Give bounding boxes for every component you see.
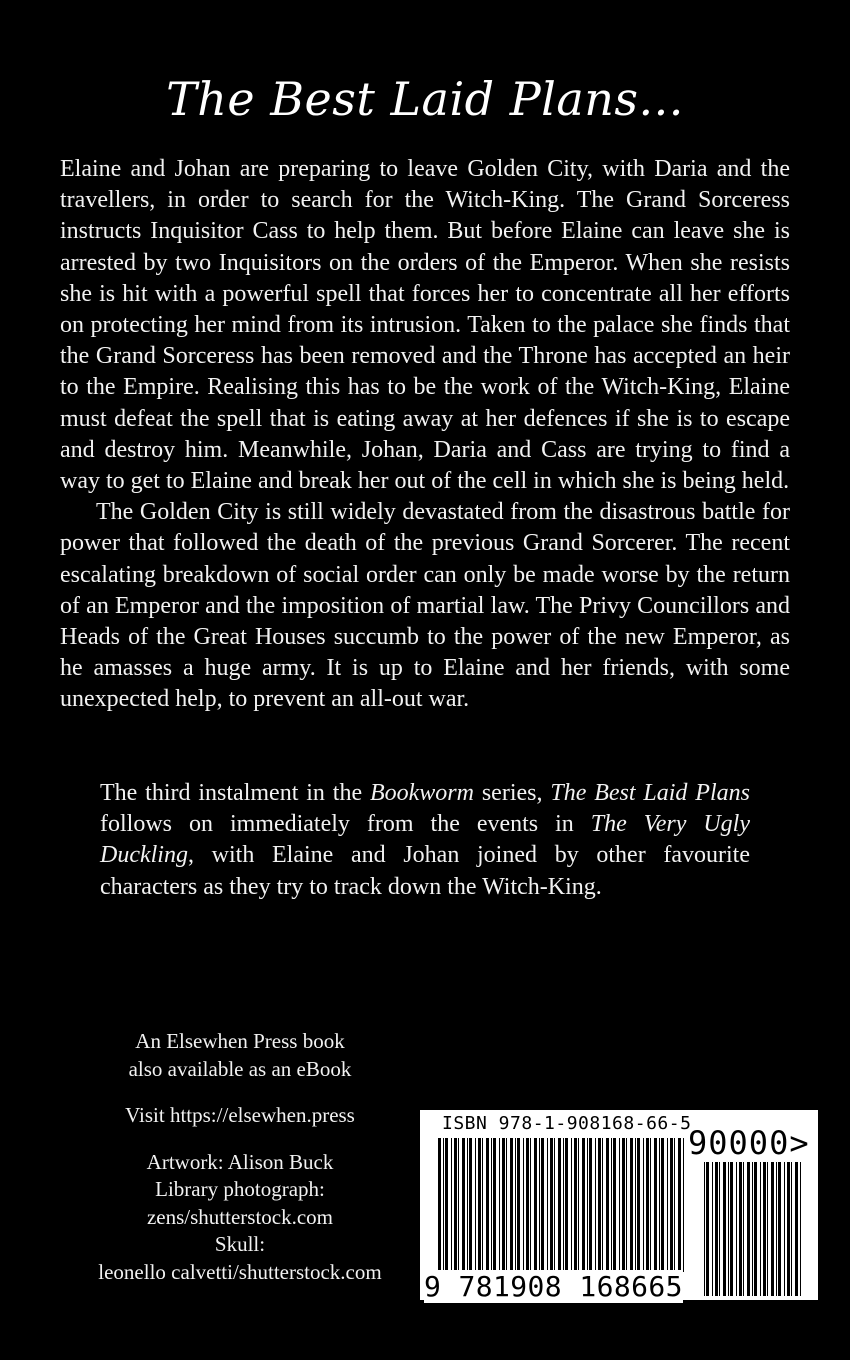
- barcode-bar: [475, 1138, 476, 1272]
- barcode-bar: [678, 1138, 681, 1272]
- barcode-bar: [715, 1162, 718, 1296]
- price-code: 90000>: [688, 1124, 810, 1162]
- barcode-bar: [626, 1138, 627, 1272]
- barcode-bar: [747, 1162, 750, 1296]
- barcode-bar: [574, 1138, 577, 1272]
- barcode-bar: [760, 1162, 761, 1296]
- series-text-4: , with Elaine and Johan joined by other favourite characters as they try to track down the Witch-King.: [100, 842, 750, 900]
- isbn-barcode: [420, 1110, 818, 1303]
- series-note: [100, 778, 750, 903]
- barcode-bar: [462, 1138, 465, 1272]
- isbn-text: ISBN 978-1-908168-66-5: [442, 1113, 692, 1134]
- barcode-bar: [730, 1162, 733, 1296]
- barcode-bar: [534, 1138, 537, 1272]
- barcode-bar: [630, 1138, 633, 1272]
- barcode-bar: [482, 1138, 483, 1272]
- barcode-bar: [491, 1138, 492, 1272]
- barcode-bar: [486, 1138, 489, 1272]
- skull-credit: leonello calvetti/shutterstock.com: [98, 1259, 382, 1284]
- barcode-bar: [563, 1138, 564, 1272]
- barcode-bar: [754, 1162, 757, 1296]
- image-credits: [40, 1149, 440, 1287]
- website-line: Visit https://elsewhen.press: [125, 1103, 355, 1127]
- barcode-bar: [530, 1138, 531, 1272]
- barcode-bar: [743, 1162, 744, 1296]
- barcode-bar: [589, 1138, 592, 1272]
- barcode-bar: [613, 1138, 616, 1272]
- barcode-bar: [587, 1138, 588, 1272]
- blurb-paragraph-2: The Golden City is still widely devastated from the disastrous battle for power that followed the death of the previous Grand Sorcerer. The recent escalating breakdown of social order can only be made worse by the return of an Emperor and the imposition of martial law. The Privy Councillors and Heads of the Great Houses succumb to the power of the new Emperor, as he amasses a huge army. It is up to Elaine and her friends, with some unexpected help, to prevent an all-out war.: [60, 499, 790, 713]
- barcode-bar: [622, 1138, 625, 1272]
- barcode-bar: [752, 1162, 753, 1296]
- barcode-bar: [554, 1138, 555, 1272]
- publisher-line-2: also available as an eBook: [128, 1056, 352, 1081]
- barcode-bar: [565, 1138, 568, 1272]
- barcode-bar: [523, 1138, 524, 1272]
- barcode-bar: [469, 1138, 472, 1272]
- barcode-bar: [659, 1138, 660, 1272]
- blurb: [60, 154, 790, 716]
- barcode-bar: [800, 1162, 801, 1296]
- barcode-bar: [571, 1138, 572, 1272]
- barcode-bar: [478, 1138, 481, 1272]
- barcode-bar: [728, 1162, 729, 1296]
- barcode-bar: [771, 1162, 774, 1296]
- barcode-bar: [787, 1162, 790, 1296]
- series-text-1: The third instalment in the: [100, 780, 370, 806]
- barcode-bar: [736, 1162, 737, 1296]
- barcode-bar: [719, 1162, 720, 1296]
- barcode-bar: [661, 1138, 664, 1272]
- barcode-bar: [517, 1138, 520, 1272]
- publisher-line-1: An Elsewhen Press book: [135, 1029, 345, 1053]
- barcode-bar: [598, 1138, 601, 1272]
- barcode-bar: [499, 1138, 500, 1272]
- barcode-bar: [558, 1138, 561, 1272]
- barcode-bar: [547, 1138, 548, 1272]
- barcode-bar: [637, 1138, 640, 1272]
- series-text-3: follows on immediately from the events in: [100, 811, 591, 838]
- barcode-bar: [578, 1138, 579, 1272]
- barcode-bar: [602, 1138, 603, 1272]
- library-photo-credit: zens/shutterstock.com: [146, 1204, 334, 1229]
- credits: [40, 1028, 440, 1286]
- barcode-bar: [510, 1138, 513, 1272]
- barcode-bar: [683, 1138, 684, 1272]
- barcode-bar: [539, 1138, 540, 1272]
- barcode-bar: [541, 1138, 544, 1272]
- barcode-bar: [467, 1138, 468, 1272]
- barcode-bar: [723, 1162, 726, 1296]
- barcode-bar: [438, 1138, 441, 1272]
- barcode-bar: [493, 1138, 496, 1272]
- barcode-bar: [502, 1138, 505, 1272]
- barcode-bar: [611, 1138, 612, 1272]
- series-name: Bookworm: [369, 780, 474, 806]
- previous-book-title: The Very Ugly Duckling: [100, 811, 750, 869]
- barcode-bar: [454, 1138, 457, 1272]
- book-title: The Best Laid Plans: [550, 780, 750, 806]
- barcode-bar: [650, 1138, 651, 1272]
- barcode-bar: [550, 1138, 553, 1272]
- skull-label: Skull:: [214, 1232, 266, 1256]
- barcode-bar: [582, 1138, 585, 1272]
- artwork-credit: Artwork: Alison Buck: [146, 1149, 334, 1174]
- page-title: The Best Laid Plans...: [166, 72, 684, 126]
- barcode-digits: 9 781908 168665: [424, 1270, 683, 1303]
- barcode-bar: [778, 1162, 781, 1296]
- barcode-bar: [619, 1138, 620, 1272]
- series-text-2: series,: [473, 780, 551, 806]
- barcode-bar: [451, 1138, 452, 1272]
- barcode-bar: [445, 1138, 448, 1272]
- barcode-bar: [776, 1162, 777, 1296]
- barcode-bar: [739, 1162, 742, 1296]
- barcode-bar: [767, 1162, 768, 1296]
- barcode-bar: [763, 1162, 766, 1296]
- library-photo-label: Library photograph:: [155, 1177, 325, 1201]
- barcode-bar: [646, 1138, 649, 1272]
- barcode-bar: [795, 1162, 798, 1296]
- barcode-bar: [506, 1138, 507, 1272]
- barcode-bar: [643, 1138, 644, 1272]
- blurb-paragraph-1: Elaine and Johan are preparing to leave Golden City, with Daria and the travellers, in order to search for the Witch-King. The Grand Sorceress instructs Inquisitor Cass to help them. But before Elaine can leave she is arrested by two Inquisitors on the orders of the Emperor. When she resists she is hit with a powerful spell that forces her to concentrate all her efforts on protecting her mind from its intrusion. Taken to the palace she finds that the Grand Sorceress has been removed and the Throne has accepted an heir to the Empire. Realising this has to be the work of the Witch-King, Elaine must defeat the spell that is eating away at her defences if she is to escape and destroy him. Meanwhile, Johan, Daria and Cass are trying to find a way to get to Elaine and break her out of the cell in which she is being held.: [60, 156, 790, 495]
- barcode-bar: [670, 1138, 673, 1272]
- barcode-bar: [654, 1138, 657, 1272]
- barcode-bar: [706, 1162, 709, 1296]
- barcode-bar: [704, 1162, 705, 1296]
- barcode-bar: [443, 1138, 444, 1272]
- publisher-note: [40, 1028, 440, 1083]
- barcode-bar: [515, 1138, 516, 1272]
- barcode-bar: [595, 1138, 596, 1272]
- barcode-bar: [458, 1138, 459, 1272]
- barcode-bar: [674, 1138, 675, 1272]
- barcode-bar: [667, 1138, 668, 1272]
- barcode-bar: [784, 1162, 785, 1296]
- barcode-bar: [635, 1138, 636, 1272]
- barcode-bar: [526, 1138, 529, 1272]
- barcode-bar: [791, 1162, 792, 1296]
- barcode-bar: [606, 1138, 609, 1272]
- barcode-bar: [712, 1162, 713, 1296]
